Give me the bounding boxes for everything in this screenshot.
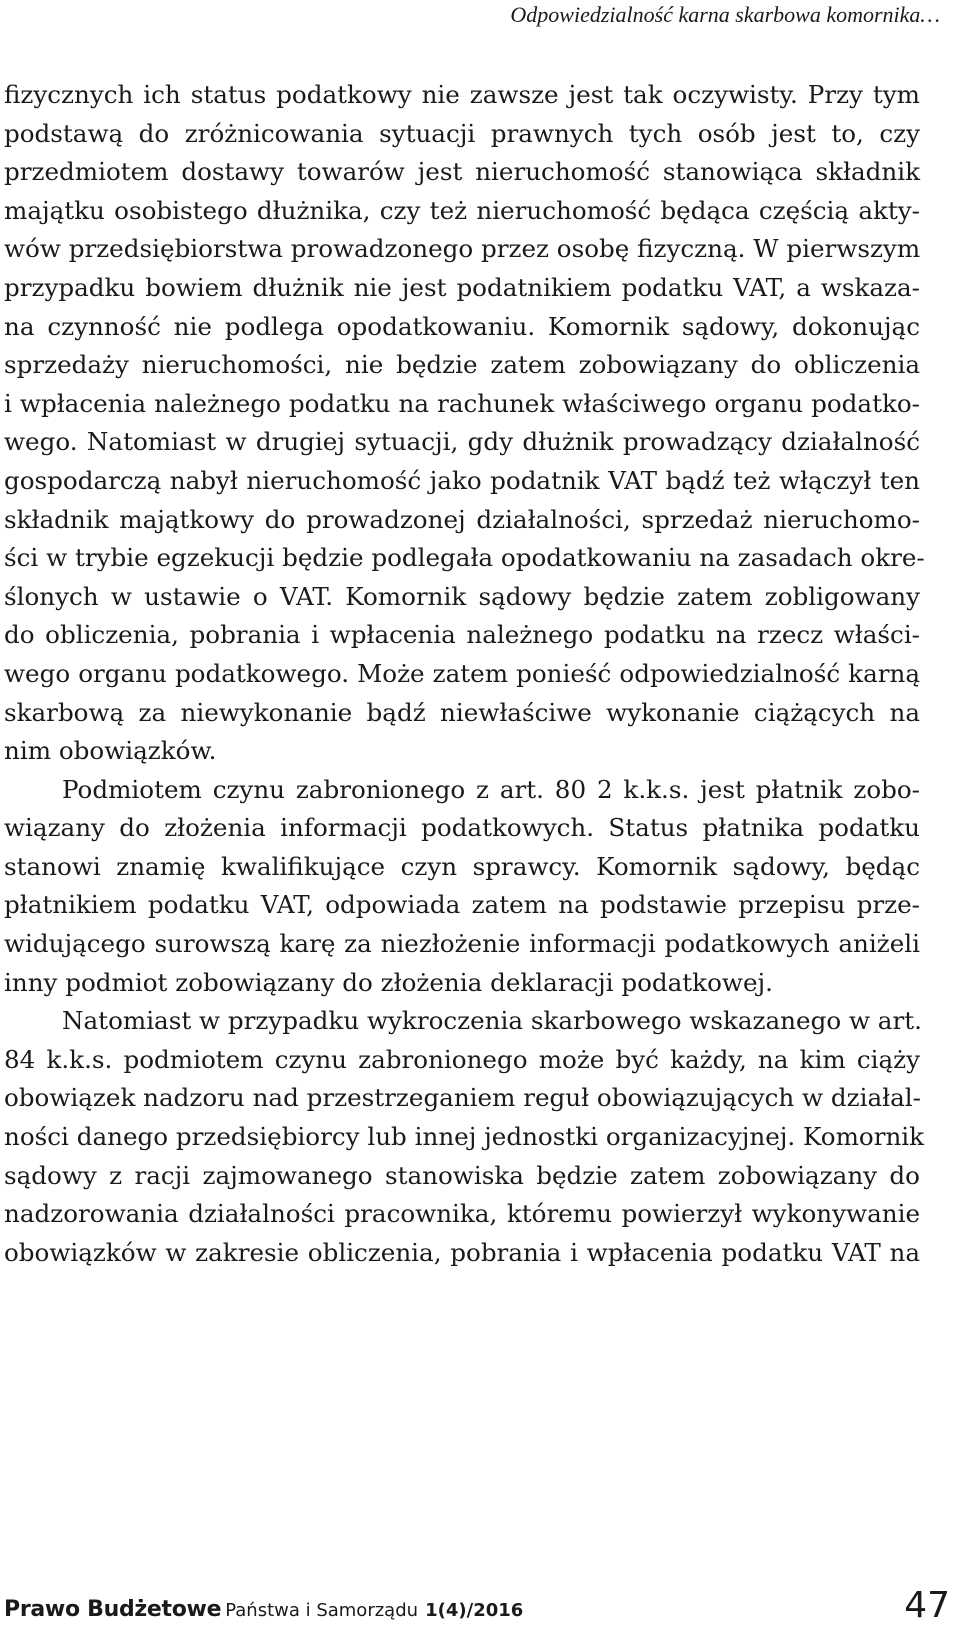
text-line: ści w trybie egzekucji będzie podlegała opodatkowaniu na zasadach okre- bbox=[4, 543, 925, 573]
page-number: 47 bbox=[904, 1585, 950, 1626]
journal-title-bold: Prawo Budżetowe bbox=[4, 1597, 222, 1622]
text-line: wiązany do złożenia informacji podatkowych. Status płatnika podatku bbox=[4, 813, 920, 843]
journal-title-light: Państwa i Samorządu bbox=[225, 1600, 419, 1621]
text-line: do obliczenia, pobrania i wpłacenia należnego podatku na rzecz właści- bbox=[4, 620, 920, 650]
text-line: wego organu podatkowego. Może zatem ponieść odpowiedzialność karną bbox=[4, 658, 920, 688]
journal-title bbox=[4, 1597, 523, 1622]
text-line: na czynność nie podlega opodatkowaniu. Komornik sądowy, dokonując bbox=[4, 311, 920, 341]
text-line: fizycznych ich status podatkowy nie zawsze jest tak oczywisty. Przy tym bbox=[4, 80, 920, 109]
journal-issue: 1(4)/2016 bbox=[425, 1600, 524, 1621]
text-line: gospodarczą nabył nieruchomość jako podatnik VAT bądź też włączył ten bbox=[4, 465, 920, 495]
text-line: majątku osobistego dłużnika, czy też nieruchomość będąca częścią akty- bbox=[4, 195, 920, 225]
text-line: Podmiotem czynu zabronionego z art. 80 2 k.k.s. jest płatnik zobo- bbox=[62, 774, 920, 804]
text-line: wów przedsiębiorstwa prowadzonego przez osobę fizyczną. W pierwszym bbox=[4, 234, 921, 264]
text-line: sądowy z racji zajmowanego stanowiska będzie zatem zobowiązany do bbox=[4, 1160, 920, 1190]
text-line: przedmiotem dostawy towarów jest nieruchomość stanowiąca składnik bbox=[4, 157, 920, 187]
text-line: 84 k.k.s. podmiotem czynu zabronionego może być każdy, na kim ciąży bbox=[4, 1044, 920, 1074]
text-line: podstawą do zróżnicowania sytuacji prawnych tych osób jest to, czy bbox=[4, 118, 920, 148]
text-line: skarbową za niewykonanie bądź niewłaściwe wykonanie ciążących na bbox=[4, 697, 920, 727]
text-line: obowiązek nadzoru nad przestrzeganiem reguł obowiązujących w działal- bbox=[4, 1083, 921, 1113]
text-line: widującego surowszą karę za niezłożenie informacji podatkowych aniżeli bbox=[4, 929, 920, 959]
text-line: ślonych w ustawie o VAT. Komornik sądowy będzie zatem zobligowany bbox=[4, 581, 920, 611]
text-line: nim obowiązków. bbox=[4, 736, 217, 766]
text-line: stanowi znamię kwalifikujące czyn sprawcy. Komornik sądowy, będąc bbox=[4, 851, 920, 881]
article-body bbox=[4, 76, 925, 1272]
text-line: wego. Natomiast w drugiej sytuacji, gdy dłużnik prowadzący działalność bbox=[4, 427, 920, 457]
text-line: nadzorowania działalności pracownika, któremu powierzył wykonywanie bbox=[4, 1199, 920, 1229]
text-line: płatnikiem podatku VAT, odpowiada zatem na podstawie przepisu prze- bbox=[4, 890, 920, 920]
text-line: inny podmiot zobowiązany do złożenia deklaracji podatkowej. bbox=[4, 967, 773, 997]
running-header: Odpowiedzialność karna skarbowa komornika… bbox=[510, 2, 940, 27]
text-line: przypadku bowiem dłużnik nie jest podatnikiem podatku VAT, a wskaza- bbox=[4, 272, 920, 302]
text-line: składnik majątkowy do prowadzonej działalności, sprzedaż nieruchomo- bbox=[4, 504, 920, 534]
page-footer bbox=[4, 1586, 950, 1626]
text-line: i wpłacenia należnego podatku na rachunek właściwego organu podatko- bbox=[4, 388, 920, 418]
text-line: obowiązków w zakresie obliczenia, pobrania i wpłacenia podatku VAT na bbox=[4, 1237, 920, 1267]
text-line: sprzedaży nieruchomości, nie będzie zatem zobowiązany do obliczenia bbox=[4, 350, 920, 380]
text-line: ności danego przedsiębiorcy lub innej jednostki organizacyjnej. Komornik bbox=[4, 1122, 925, 1152]
text-line: Natomiast w przypadku wykroczenia skarbowego wskazanego w art. bbox=[62, 1006, 922, 1036]
